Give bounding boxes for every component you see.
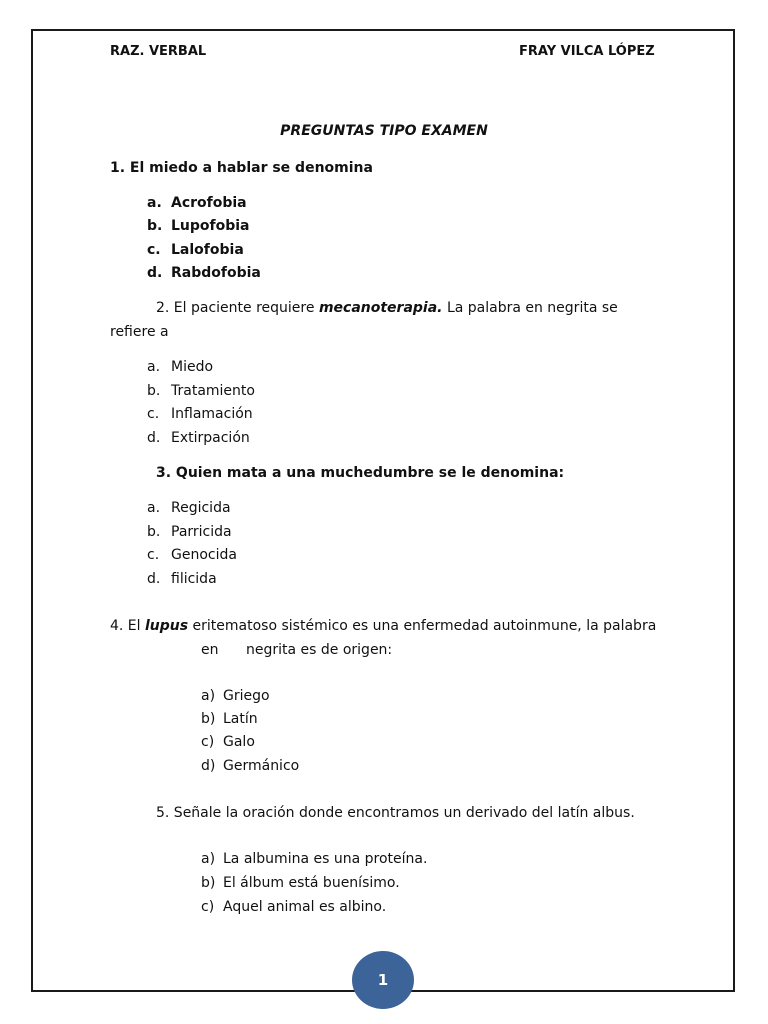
question-1: 1. El miedo a hablar se denomina (110, 160, 373, 176)
question-4-keyword: lupus (145, 618, 189, 634)
header-subject: RAZ. VERBAL (110, 44, 207, 59)
page-title: PREGUNTAS TIPO EXAMEN (280, 123, 488, 139)
question-4-option-d: d) Germánico (201, 758, 300, 774)
question-1-option-b: b. Lupofobia (147, 218, 250, 234)
question-1-option-a: a. Acrofobia (147, 195, 247, 211)
question-1-option-d: d. Rabdofobia (147, 265, 261, 281)
question-5-option-a: a) La albumina es una proteína. (201, 851, 428, 867)
question-5-option-b: b) El álbum está buenísimo. (201, 875, 400, 891)
question-2-option-c: c. Inflamación (147, 406, 253, 422)
question-4-option-c: c) Galo (201, 734, 255, 750)
page-number-badge: 1 (352, 951, 414, 1009)
question-4-option-b: b) Latín (201, 711, 258, 727)
question-2-option-b: b. Tratamiento (147, 383, 255, 399)
question-2-keyword: mecanoterapia. (318, 300, 443, 316)
question-3-option-a: a. Regicida (147, 500, 231, 516)
question-2-option-d: d. Extirpación (147, 430, 250, 446)
question-4-continuation-b: negrita es de origen: (246, 642, 393, 658)
question-1-option-c: c. Lalofobia (147, 242, 244, 258)
question-3-option-d: d. filicida (147, 571, 217, 587)
question-5: 5. Señale la oración donde encontramos un derivado del latín albus. (156, 805, 635, 821)
question-3-option-c: c. Genocida (147, 547, 237, 563)
question-2-option-a: a. Miedo (147, 359, 214, 375)
question-5-option-c: c) Aquel animal es albino. (201, 899, 387, 915)
question-4-continuation-a: en (201, 642, 219, 658)
question-4: 4. El lupus eritematoso sistémico es una enfermedad autoinmune, la palabra (110, 618, 657, 634)
question-2: 2. El paciente requiere mecanoterapia. La palabra en negrita se (156, 300, 618, 316)
question-2-continuation: refiere a (110, 324, 169, 340)
question-3: 3. Quien mata a una muchedumbre se le denomina: (156, 465, 565, 481)
header-author: FRAY VILCA LÓPEZ (519, 44, 655, 59)
question-3-option-b: b. Parricida (147, 524, 232, 540)
question-4-option-a: a) Griego (201, 688, 270, 704)
